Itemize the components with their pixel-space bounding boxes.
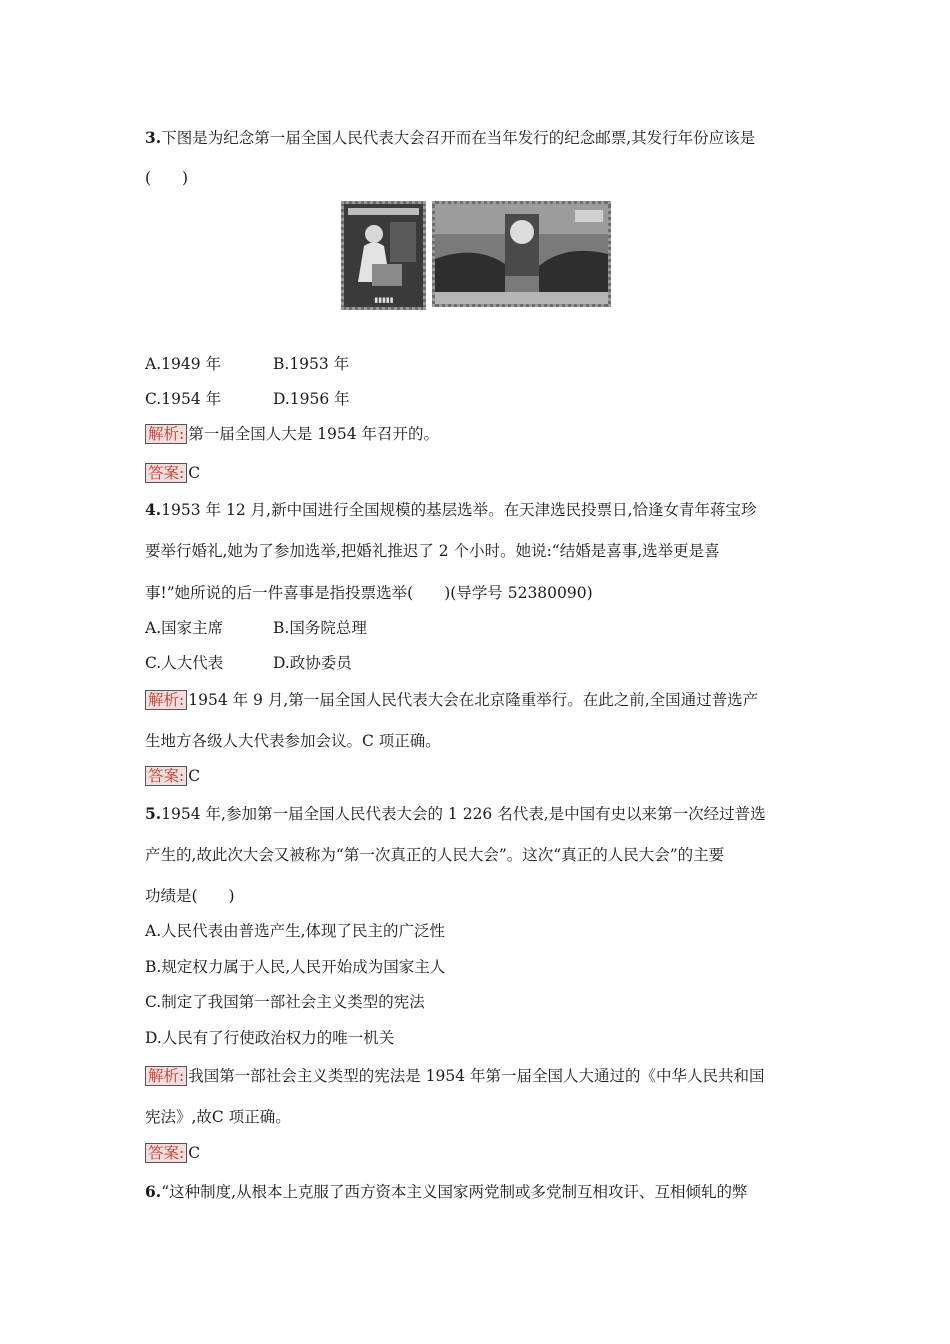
q4-option-c: C.人大代表 xyxy=(145,654,224,672)
q3-option-b: B.1953 年 xyxy=(273,355,350,373)
q5-line-2: 产生的,故此次大会又被称为“第一次真正的人民大会”。这次“真正的人民大会”的主要 xyxy=(145,846,725,864)
q5-number: 5. xyxy=(145,804,162,823)
q5-analysis-text-1: 我国第一部社会主义类型的宪法是 1954 年第一届全国人大通过的《中华人民共和国 xyxy=(188,1067,765,1085)
q4-answer xyxy=(145,766,200,786)
q3-analysis-text: 第一届全国人大是 1954 年召开的。 xyxy=(188,425,440,443)
analysis-label: 解析: xyxy=(145,1066,187,1086)
q4-analysis-text-1: 1954 年 9 月,第一届全国人民代表大会在北京隆重举行。在此之前,全国通过普选产 xyxy=(188,691,759,709)
stamp-image-right xyxy=(432,201,611,307)
q4-option-a: A.国家主席 xyxy=(145,619,224,637)
q5-option-a: A.人民代表由普选产生,体现了民主的广泛性 xyxy=(145,922,446,940)
q3-option-c: C.1954 年 xyxy=(145,390,222,408)
q4-line-1-text: 1953 年 12 月,新中国进行全国规模的基层选举。在天津选民投票日,恰逢女青年蒋宝珍 xyxy=(161,501,757,519)
analysis-label: 解析: xyxy=(145,690,187,710)
q3-blank: ( ) xyxy=(145,169,189,187)
q3-option-a: A.1949 年 xyxy=(145,355,221,373)
q6-line-1-text: “这种制度,从根本上克服了西方资本主义国家两党制或多党制互相攻讦、互相倾轧的弊 xyxy=(161,1183,748,1201)
q5-option-d: D.人民有了行使政治权力的唯一机关 xyxy=(145,1029,395,1047)
q6-line-1 xyxy=(145,1182,748,1202)
q3-answer xyxy=(145,463,200,483)
answer-label: 答案: xyxy=(145,766,187,786)
q6-number: 6. xyxy=(145,1182,162,1201)
answer-label: 答案: xyxy=(145,463,187,483)
q5-answer xyxy=(145,1143,200,1163)
q3-answer-text: C xyxy=(188,464,201,482)
q4-analysis-line-2: 生地方各级人大代表参加会议。C 项正确。 xyxy=(145,732,441,750)
q3-number: 3. xyxy=(145,128,162,147)
q4-number: 4. xyxy=(145,500,162,519)
q4-answer-text: C xyxy=(188,767,201,785)
q4-line-1 xyxy=(145,500,757,520)
svg-text:▮▮▮▮▮: ▮▮▮▮▮ xyxy=(374,296,394,304)
q4-line-3: 事!”她所说的后一件喜事是指投票选举( )(导学号 52380090) xyxy=(145,584,593,602)
q3-analysis xyxy=(145,424,439,444)
q5-line-1 xyxy=(145,804,766,824)
stamp-image-left xyxy=(341,201,426,310)
q5-analysis-line-1 xyxy=(145,1066,765,1086)
answer-label: 答案: xyxy=(145,1143,187,1163)
q4-line-2: 要举行婚礼,她为了参加选举,把婚礼推迟了 2 个小时。她说:“结婚是喜事,选举更是喜 xyxy=(145,542,720,560)
q4-option-d: D.政协委员 xyxy=(273,654,352,672)
q4-analysis-line-1 xyxy=(145,690,758,710)
analysis-label: 解析: xyxy=(145,424,187,444)
q3-stem-text: 下图是为纪念第一届全国人民代表大会召开而在当年发行的纪念邮票,其发行年份应该是 xyxy=(161,129,756,147)
q5-answer-text: C xyxy=(188,1144,201,1162)
q3-option-d: D.1956 年 xyxy=(273,390,350,408)
q3-stem xyxy=(145,128,755,148)
q5-option-c: C.制定了我国第一部社会主义类型的宪法 xyxy=(145,993,425,1011)
q5-analysis-line-2: 宪法》,故C 项正确。 xyxy=(145,1108,291,1126)
q5-line-1-text: 1954 年,参加第一届全国人民代表大会的 1 226 名代表,是中国有史以来第一次经过普选 xyxy=(161,805,766,823)
q4-option-b: B.国务院总理 xyxy=(273,619,367,637)
q5-line-3: 功绩是( ) xyxy=(145,887,235,905)
q5-option-b: B.规定权力属于人民,人民开始成为国家主人 xyxy=(145,958,446,976)
